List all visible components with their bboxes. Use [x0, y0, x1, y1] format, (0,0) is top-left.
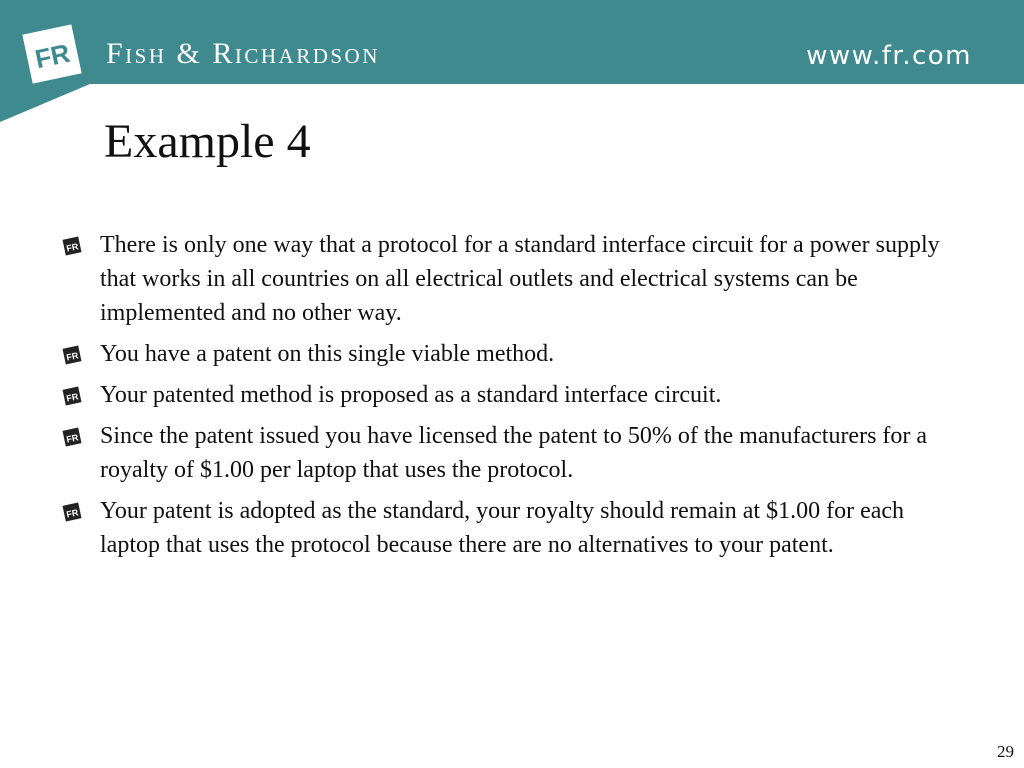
page-number: 29: [997, 742, 1014, 761]
slide-title: Example 4: [104, 115, 311, 168]
bullet-text: There is only one way that a protocol for a standard interface circuit for a power supply that works in all countries on all electrical outlets and electrical systems can be implemented and no other way.: [100, 232, 940, 326]
fr-logo-bullet-icon: [62, 427, 82, 447]
svg-text:FR: FR: [32, 37, 73, 75]
svg-text:FR: FR: [65, 432, 80, 445]
bullet-text: You have a patent on this single viable method.: [100, 341, 555, 367]
list-item: [58, 494, 948, 562]
svg-text:FR: FR: [65, 350, 80, 363]
fr-logo-bullet-icon: [62, 502, 82, 522]
fr-logo-icon: [20, 22, 84, 86]
fr-logo-bullet-icon: [62, 386, 82, 406]
svg-text:FR: FR: [65, 391, 80, 404]
svg-text:FR: FR: [65, 507, 80, 520]
fr-logo-bullet-icon: [62, 345, 82, 365]
svg-text:FR: FR: [65, 241, 80, 254]
bullet-list: [58, 228, 948, 569]
list-item: [58, 337, 948, 371]
fr-logo-bullet-icon: [62, 236, 82, 256]
bullet-text: Your patented method is proposed as a standard interface circuit.: [100, 382, 722, 408]
list-item: [58, 378, 948, 412]
site-url[interactable]: www.fr.com: [806, 41, 972, 71]
list-item: [58, 419, 948, 487]
bullet-text: Since the patent issued you have licensed the patent to 50% of the manufacturers for a royalty of $1.00 per laptop that uses the protocol.: [100, 423, 928, 483]
firm-name: Fish & Richardson: [106, 37, 380, 70]
list-item: [58, 228, 948, 330]
bullet-text: Your patent is adopted as the standard, your royalty should remain at $1.00 for each laptop that uses the protocol because there are no alternatives to your patent.: [100, 498, 905, 558]
header-wedge: [0, 84, 90, 122]
